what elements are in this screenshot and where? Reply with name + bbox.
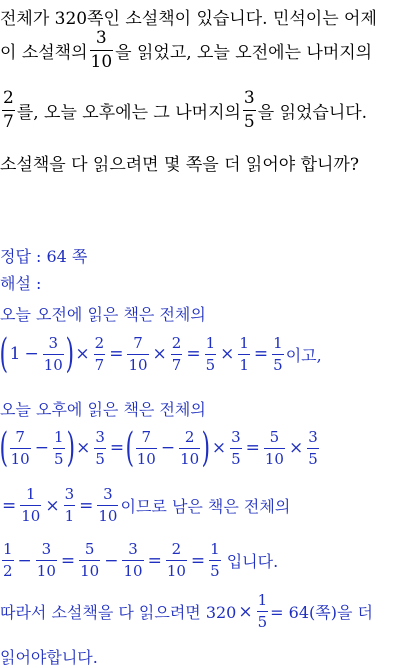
answer-text: 정답 : 64 쪽 [0,247,88,266]
denominator: 10 [10,449,30,468]
equals-sign: = [190,550,206,571]
fraction-bar [20,505,41,506]
heading-text: 해설 : [0,274,42,293]
fraction-bar [10,448,31,449]
numerator: 3 [95,28,107,48]
fraction-bar [90,50,114,51]
times-sign: × [220,344,235,364]
fraction [136,427,157,468]
fraction-bar [127,354,148,355]
fraction-bar [238,354,250,355]
step-text: 오늘 오전에 읽은 책은 전체의 [0,305,206,324]
fraction [94,427,106,468]
numerator: 3 [231,427,241,446]
left-paren: ( [0,331,9,377]
problem-line-1 [0,4,400,29]
fraction [97,487,118,524]
numerator: 1 [239,333,249,352]
times-sign: × [152,344,167,364]
equation-1 [0,331,400,377]
problem-text: 이 소설책의 [0,43,88,63]
denominator: 10 [136,449,156,468]
numerator: 3 [128,540,138,558]
equals-sign: = [186,344,201,364]
fraction-bar [94,448,106,449]
denominator: 7 [3,112,14,132]
equals-sign: = [79,495,94,516]
fraction [94,333,106,374]
problem-text: 를, 오늘 오후에는 그 나머지의 [16,103,241,123]
equals-sign: = [60,550,76,571]
denominator: 10 [180,449,200,468]
fraction [179,427,200,468]
fraction-bar [64,505,76,506]
numerator: 2 [184,427,195,446]
numerator: 3 [64,485,75,503]
solution-heading [0,271,400,294]
numerator: 3 [41,540,52,558]
fraction-bar [205,354,217,355]
numerator: 7 [133,333,143,352]
left-paren: ( [125,425,135,471]
numerator: 3 [308,427,318,446]
fraction [90,30,114,71]
fraction [10,427,31,468]
fraction [2,542,14,579]
numerator: 5 [84,540,95,558]
denominator: 5 [205,355,216,374]
equals-sign: = [109,344,124,364]
fraction [79,542,100,579]
right-paren: ) [201,425,211,471]
fraction [230,427,242,468]
fraction-bar [2,560,14,561]
solution-step-1 [0,302,400,325]
problem-line-2 [0,30,400,71]
fraction [20,487,41,524]
numerator: 2 [94,333,105,352]
numerator: 2 [171,333,182,352]
right-paren: ) [65,331,74,377]
denominator: 1 [64,507,75,525]
fraction-bar [243,110,256,111]
minus-sign: − [24,344,39,364]
numerator: 3 [95,427,105,446]
problem-text: 을 읽었고, 오늘 오전에는 나머지의 [115,43,373,63]
minus-sign: − [104,550,119,571]
fraction-bar [136,448,157,449]
minus-sign: − [34,438,49,458]
fraction-bar [122,560,143,561]
numerator: 7 [15,427,25,446]
step-text: 따라서 소설책을 다 읽으려면 320 [0,603,237,622]
left-paren: ( [0,425,9,471]
numerator: 7 [141,427,152,446]
equals-sign: = [147,550,162,571]
fraction-bar [179,448,200,449]
fraction [171,333,183,374]
denominator: 7 [94,355,105,374]
times-sign: × [45,495,60,516]
fraction [122,542,143,579]
step-text: 이므로 남은 책은 전체의 [120,497,291,516]
fraction-bar [272,354,284,355]
step-text: 이고, [285,345,322,365]
fraction-bar [171,354,183,355]
numerator: 5 [269,427,280,446]
numerator: 1 [53,427,64,446]
fraction [36,542,57,579]
denominator: 10 [264,449,284,468]
numerator: 3 [103,485,113,503]
math-number: 1 [9,344,21,364]
problem-line-4 [0,150,400,175]
denominator: 10 [128,355,148,374]
fraction [238,333,250,374]
times-sign: × [75,344,90,364]
numerator: 1 [205,333,216,352]
fraction [307,427,319,468]
fraction-bar [257,611,269,612]
denominator: 10 [98,507,118,525]
numerator: 1 [210,540,220,558]
equals-sign: = [109,438,125,458]
step-text: = 64(쪽)을 더 [270,603,373,622]
equals-sign: = [2,495,17,516]
numerator: 1 [3,540,13,558]
denominator: 5 [53,449,64,468]
denominator: 5 [243,112,255,132]
denominator: 5 [210,562,220,580]
fraction-bar [79,560,100,561]
denominator: 10 [90,52,113,72]
fraction [2,90,15,131]
denominator: 5 [273,355,283,374]
equation-4 [0,542,400,579]
step-text: 읽어야합니다. [0,648,98,667]
problem-text: 을 읽었습니다. [257,103,368,123]
fraction-bar [166,560,187,561]
fraction-bar [53,448,65,449]
denominator: 10 [21,507,41,525]
denominator: 5 [308,449,318,468]
fraction-bar [230,448,242,449]
fraction [243,90,256,131]
equals-sign: = [245,438,260,458]
final-line [0,593,400,630]
fraction-bar [36,560,57,561]
fraction-bar [307,448,319,449]
fraction-bar [43,354,64,355]
fraction [64,487,76,524]
problem-text: 전체가 320쪽인 소설책이 있습니다. 민석이는 어제 [0,9,377,29]
fraction [257,593,269,630]
fraction-bar [264,448,285,449]
denominator: 10 [166,562,186,580]
fraction [127,333,148,374]
denominator: 2 [3,562,13,580]
fraction [43,333,64,374]
denominator: 5 [257,613,268,631]
solution-step-2 [0,397,400,420]
numerator: 3 [243,88,255,108]
denominator: 1 [239,355,249,374]
answer-line [0,244,400,267]
denominator: 10 [80,562,100,580]
equation-3 [0,487,400,524]
fraction [205,333,217,374]
problem-text: 소설책을 다 읽으려면 몇 쪽을 더 읽어야 합니까? [0,155,359,175]
step-text: 입니다. [226,552,279,571]
step-text: 오늘 오후에 읽은 책은 전체의 [0,400,206,419]
equals-sign: = [253,344,269,364]
denominator: 10 [123,562,143,580]
numerator: 2 [171,540,182,558]
numerator: 1 [26,485,36,503]
denominator: 5 [231,449,241,468]
times-sign: × [211,438,227,458]
equation-2 [0,425,400,471]
denominator: 5 [95,449,105,468]
numerator: 1 [257,591,268,609]
numerator: 2 [3,88,14,108]
fraction [209,542,221,579]
right-paren: ) [66,425,75,471]
times-sign: × [238,601,253,622]
fraction [166,542,187,579]
denominator: 10 [36,562,56,580]
numerator: 1 [273,333,283,352]
problem-line-3 [0,90,400,131]
numerator: 3 [48,333,58,352]
fraction-bar [2,110,15,111]
minus-sign: − [160,438,176,458]
final-line-2 [0,645,400,668]
denominator: 10 [43,355,63,374]
times-sign: × [288,438,304,458]
fraction-bar [209,560,221,561]
fraction [264,427,285,468]
fraction [53,427,65,468]
fraction-bar [94,354,106,355]
fraction [272,333,284,374]
denominator: 7 [171,355,182,374]
minus-sign: − [17,550,32,571]
fraction-bar [97,505,118,506]
times-sign: × [76,438,91,458]
